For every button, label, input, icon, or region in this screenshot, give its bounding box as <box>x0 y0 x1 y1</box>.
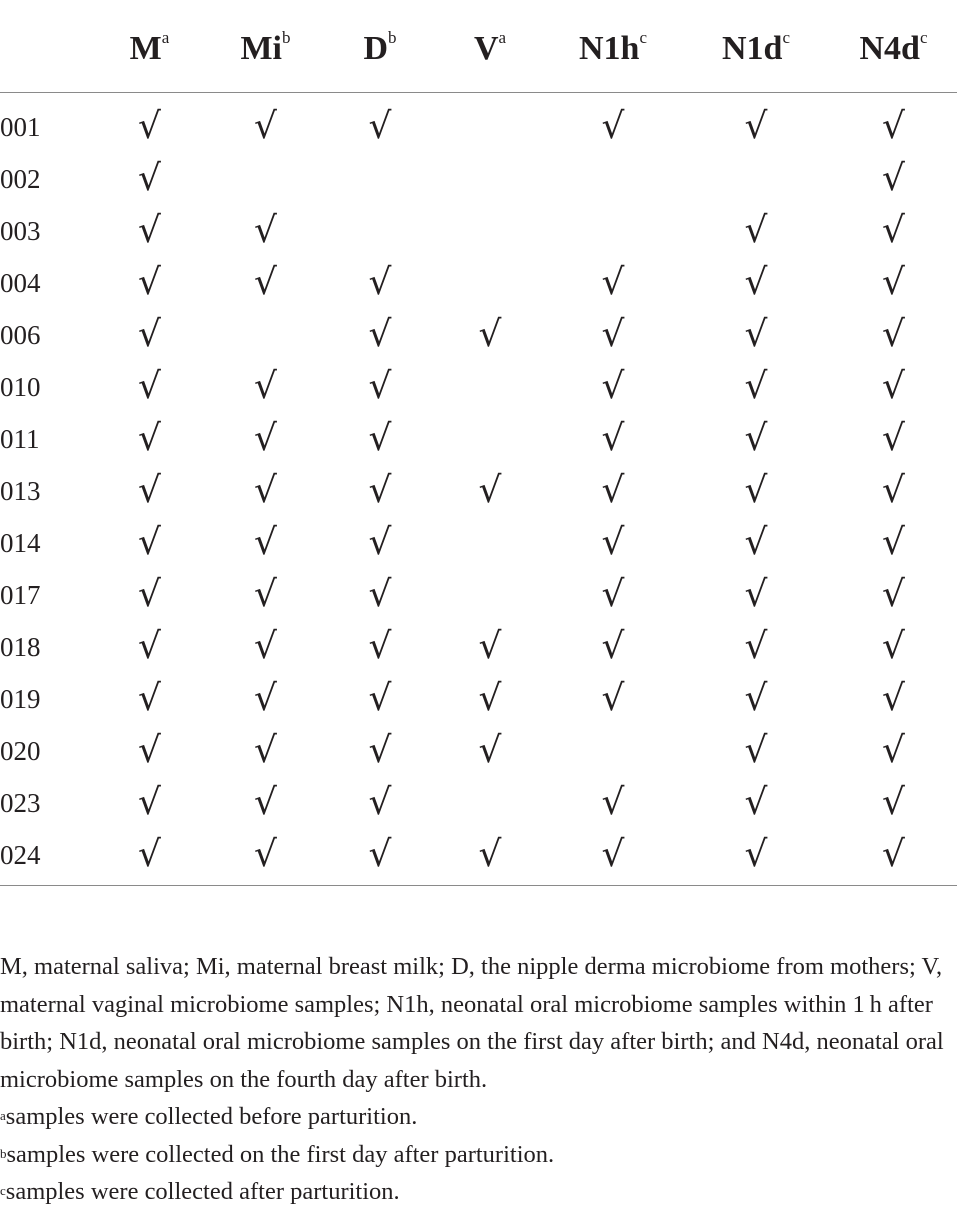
table-cell <box>207 517 324 569</box>
header-m <box>92 0 207 93</box>
check-mark-icon: √ <box>254 417 277 459</box>
check-mark-icon: √ <box>601 105 625 147</box>
header-label: N1d <box>721 30 783 67</box>
check-mark-icon: √ <box>744 209 768 251</box>
table-cell <box>682 569 830 621</box>
check-mark-icon: √ <box>744 261 768 303</box>
table-row <box>0 621 957 673</box>
table-cell <box>544 725 682 777</box>
check-mark-icon: √ <box>254 677 277 719</box>
table-cell <box>207 777 324 829</box>
table-cell <box>544 517 682 569</box>
sample-id-cell: 013 <box>0 475 41 506</box>
header-row <box>0 0 957 93</box>
table-cell <box>92 205 207 257</box>
table-cell <box>830 413 957 465</box>
table-cell <box>92 517 207 569</box>
table-cell <box>436 465 544 517</box>
check-mark-icon: √ <box>368 729 392 771</box>
sample-id-cell: 024 <box>0 839 41 870</box>
table-cell <box>544 309 682 361</box>
footnote-c-mark: c <box>0 1183 6 1198</box>
check-mark-icon: √ <box>882 781 905 823</box>
check-mark-icon: √ <box>138 729 161 771</box>
table-cell <box>436 153 544 205</box>
check-mark-icon: √ <box>368 573 392 615</box>
table-cell <box>544 465 682 517</box>
sample-id-cell: 002 <box>0 163 41 194</box>
check-mark-icon: √ <box>744 677 768 719</box>
table-cell <box>92 413 207 465</box>
check-mark-icon: √ <box>601 313 625 355</box>
table-cell <box>324 829 436 881</box>
table-cell <box>207 829 324 881</box>
header-superscript: c <box>639 28 647 47</box>
check-mark-icon: √ <box>882 261 905 303</box>
check-mark-icon: √ <box>601 677 625 719</box>
sample-id-cell: 011 <box>0 423 40 454</box>
sample-id-cell: 004 <box>0 267 41 298</box>
table-cell <box>324 413 436 465</box>
table-cell <box>436 725 544 777</box>
check-mark-icon: √ <box>601 573 625 615</box>
header-mi <box>207 0 324 93</box>
table-row <box>0 413 957 465</box>
table-row <box>0 257 957 309</box>
check-mark-icon: √ <box>138 157 161 199</box>
table-cell <box>544 673 682 725</box>
check-mark-icon: √ <box>744 105 768 147</box>
footnote-b-text: samples were collected on the first day after parturition. <box>6 1140 555 1168</box>
check-mark-icon: √ <box>744 469 768 511</box>
table-cell <box>207 93 324 154</box>
table-cell <box>207 725 324 777</box>
table-body <box>0 93 957 882</box>
table-cell <box>682 205 830 257</box>
sample-id-cell: 006 <box>0 319 41 350</box>
table-cell <box>682 153 830 205</box>
footnote-b <box>0 1136 957 1174</box>
table-cell <box>544 569 682 621</box>
check-mark-icon: √ <box>478 469 502 511</box>
header-label: N4d <box>859 30 920 67</box>
check-mark-icon: √ <box>601 365 625 407</box>
table-cell <box>436 621 544 673</box>
check-mark-icon: √ <box>882 573 905 615</box>
footnote-c <box>0 1173 957 1211</box>
table-cell <box>92 93 207 154</box>
table-cell <box>436 93 544 154</box>
check-mark-icon: √ <box>882 313 905 355</box>
sample-id-cell: 010 <box>0 371 41 402</box>
check-mark-icon: √ <box>138 521 161 563</box>
footnote-abbreviations: M, maternal saliva; Mi, maternal breast milk; D, the nipple derma microbiome from mothers; V, maternal vaginal microbiome samples; N1h, neonatal oral microbiome samples within 1 h after birth; N1d, neonatal oral microbiome samples on the first day after birth; and N4d, neonatal oral microbiome samples on the fourth day after birth. <box>0 953 944 1093</box>
table-cell <box>92 465 207 517</box>
table-cell <box>682 777 830 829</box>
table-row <box>0 725 957 777</box>
check-mark-icon: √ <box>601 469 625 511</box>
check-mark-icon: √ <box>601 833 625 875</box>
check-mark-icon: √ <box>368 469 392 511</box>
check-mark-icon: √ <box>368 313 392 355</box>
footnote-a <box>0 1098 957 1136</box>
table-cell <box>682 829 830 881</box>
check-mark-icon: √ <box>601 781 625 823</box>
sample-id-cell: 023 <box>0 787 41 818</box>
table-cell <box>207 361 324 413</box>
sample-id-cell: 020 <box>0 735 41 766</box>
table-cell <box>324 673 436 725</box>
check-mark-icon: √ <box>882 677 905 719</box>
header-superscript: c <box>919 28 928 47</box>
check-mark-icon: √ <box>254 261 277 303</box>
check-mark-icon: √ <box>882 417 905 459</box>
check-mark-icon: √ <box>254 521 277 563</box>
table-cell <box>207 621 324 673</box>
table-cell <box>830 829 957 881</box>
sample-id-cell: 003 <box>0 215 41 246</box>
table-cell <box>92 673 207 725</box>
table-cell <box>436 829 544 881</box>
table-cell <box>436 309 544 361</box>
table-cell <box>324 569 436 621</box>
table-cell <box>92 309 207 361</box>
check-mark-icon: √ <box>744 625 768 667</box>
table-cell <box>544 777 682 829</box>
header-superscript: a <box>498 28 507 47</box>
check-mark-icon: √ <box>882 521 905 563</box>
check-mark-icon: √ <box>368 833 392 875</box>
header-n1d <box>682 0 830 93</box>
header-label: Mi <box>240 30 283 67</box>
header-superscript: c <box>782 28 790 47</box>
table-row <box>0 205 957 257</box>
table-cell <box>436 569 544 621</box>
table-cell <box>324 309 436 361</box>
check-mark-icon: √ <box>744 573 768 615</box>
table-cell <box>830 361 957 413</box>
check-mark-icon: √ <box>138 261 161 303</box>
check-mark-icon: √ <box>138 625 161 667</box>
check-mark-icon: √ <box>138 209 161 251</box>
table-row <box>0 777 957 829</box>
table-cell <box>544 621 682 673</box>
table-cell <box>830 673 957 725</box>
table-header <box>0 0 957 93</box>
check-mark-icon: √ <box>368 677 392 719</box>
table-cell <box>324 153 436 205</box>
table-cell <box>324 205 436 257</box>
check-mark-icon: √ <box>478 729 502 771</box>
table-cell <box>830 569 957 621</box>
table-row <box>0 517 957 569</box>
check-mark-icon: √ <box>744 521 768 563</box>
check-mark-icon: √ <box>744 313 768 355</box>
table-cell <box>436 517 544 569</box>
table-cell <box>830 777 957 829</box>
check-mark-icon: √ <box>138 469 161 511</box>
check-mark-icon: √ <box>138 677 161 719</box>
table-cell <box>544 257 682 309</box>
check-mark-icon: √ <box>601 417 625 459</box>
table-cell <box>92 361 207 413</box>
table-row <box>0 309 957 361</box>
check-mark-icon: √ <box>368 105 392 147</box>
table-cell <box>682 465 830 517</box>
table-cell <box>324 361 436 413</box>
table-cell <box>544 205 682 257</box>
table-cell <box>207 465 324 517</box>
table-row <box>0 93 957 154</box>
table-footnotes <box>0 948 957 1211</box>
table-cell <box>436 257 544 309</box>
header-sample-id <box>0 0 92 93</box>
table-cell <box>207 153 324 205</box>
header-d <box>324 0 436 93</box>
header-label: D <box>363 30 389 67</box>
check-mark-icon: √ <box>882 729 905 771</box>
table-cell <box>324 725 436 777</box>
table-cell <box>830 93 957 154</box>
footnote-c-text: samples were collected after parturition. <box>5 1178 400 1205</box>
table-cell <box>324 517 436 569</box>
table-row <box>0 569 957 621</box>
check-mark-icon: √ <box>478 677 502 719</box>
header-n1h <box>544 0 682 93</box>
table-cell <box>324 465 436 517</box>
header-label: N1h <box>578 30 640 67</box>
header-superscript: b <box>282 28 291 47</box>
check-mark-icon: √ <box>138 573 161 615</box>
table-cell <box>207 673 324 725</box>
table-cell <box>830 517 957 569</box>
check-mark-icon: √ <box>601 261 625 303</box>
table-cell <box>324 257 436 309</box>
table-row <box>0 153 957 205</box>
check-mark-icon: √ <box>882 209 905 251</box>
table-cell <box>92 829 207 881</box>
table-cell <box>207 257 324 309</box>
table-cell <box>207 205 324 257</box>
table-cell <box>92 569 207 621</box>
table-row <box>0 829 957 881</box>
table-cell <box>544 361 682 413</box>
table-cell <box>544 829 682 881</box>
table-cell <box>436 777 544 829</box>
table-cell <box>92 153 207 205</box>
table-row <box>0 361 957 413</box>
check-mark-icon: √ <box>882 365 905 407</box>
footnote-b-mark: b <box>0 1145 7 1161</box>
header-v <box>436 0 544 93</box>
header-superscript: a <box>161 28 170 47</box>
table-cell <box>324 777 436 829</box>
table-cell <box>682 309 830 361</box>
sample-id-cell: 014 <box>0 527 41 558</box>
table-cell <box>830 153 957 205</box>
table-cell <box>830 465 957 517</box>
header-superscript: b <box>388 28 397 47</box>
table-cell <box>682 621 830 673</box>
table-cell <box>544 153 682 205</box>
table-cell <box>682 361 830 413</box>
check-mark-icon: √ <box>882 469 905 511</box>
table-cell <box>92 725 207 777</box>
table-cell <box>682 517 830 569</box>
header-label: M <box>129 30 162 67</box>
table-row <box>0 465 957 517</box>
table-cell <box>544 93 682 154</box>
check-mark-icon: √ <box>254 105 277 147</box>
sample-id-cell: 018 <box>0 631 41 662</box>
table-cell <box>207 309 324 361</box>
check-mark-icon: √ <box>138 313 161 355</box>
check-mark-icon: √ <box>744 729 768 771</box>
check-mark-icon: √ <box>368 781 392 823</box>
table-cell <box>324 621 436 673</box>
check-mark-icon: √ <box>744 417 768 459</box>
check-mark-icon: √ <box>138 833 161 875</box>
table-cell <box>436 361 544 413</box>
footnote-a-text: samples were collected before parturition. <box>5 1103 418 1130</box>
check-mark-icon: √ <box>744 781 768 823</box>
table-cell <box>830 621 957 673</box>
table-cell <box>830 309 957 361</box>
table-cell <box>207 569 324 621</box>
table-cell <box>207 413 324 465</box>
check-mark-icon: √ <box>882 105 905 147</box>
table-cell <box>436 205 544 257</box>
sample-id-cell: 001 <box>0 111 41 142</box>
table-cell <box>92 777 207 829</box>
check-mark-icon: √ <box>478 833 502 875</box>
table-cell <box>682 725 830 777</box>
check-mark-icon: √ <box>744 365 768 407</box>
check-mark-icon: √ <box>138 365 161 407</box>
table-cell <box>682 673 830 725</box>
check-mark-icon: √ <box>254 833 277 875</box>
check-mark-icon: √ <box>254 573 277 615</box>
header-n4d <box>830 0 957 93</box>
check-mark-icon: √ <box>254 781 277 823</box>
check-mark-icon: √ <box>254 729 277 771</box>
table-cell <box>830 257 957 309</box>
check-mark-icon: √ <box>882 625 905 667</box>
check-mark-icon: √ <box>254 209 277 251</box>
check-mark-icon: √ <box>601 521 625 563</box>
check-mark-icon: √ <box>138 417 161 459</box>
check-mark-icon: √ <box>882 157 905 199</box>
check-mark-icon: √ <box>368 625 392 667</box>
table-cell <box>436 413 544 465</box>
check-mark-icon: √ <box>254 625 277 667</box>
table-cell <box>682 93 830 154</box>
check-mark-icon: √ <box>368 261 392 303</box>
check-mark-icon: √ <box>138 781 161 823</box>
table-cell <box>544 413 682 465</box>
check-mark-icon: √ <box>882 833 905 875</box>
table-cell <box>92 621 207 673</box>
table-cell <box>92 257 207 309</box>
check-mark-icon: √ <box>478 625 502 667</box>
sample-id-cell: 019 <box>0 683 41 714</box>
check-mark-icon: √ <box>478 313 502 355</box>
sample-id-cell: 017 <box>0 579 41 610</box>
table-cell <box>830 725 957 777</box>
check-mark-icon: √ <box>138 105 161 147</box>
table-cell <box>436 673 544 725</box>
check-mark-icon: √ <box>601 625 625 667</box>
table-cell <box>830 205 957 257</box>
check-mark-icon: √ <box>368 417 392 459</box>
check-mark-icon: √ <box>744 833 768 875</box>
table-cell <box>682 413 830 465</box>
check-mark-icon: √ <box>254 365 277 407</box>
check-mark-icon: √ <box>254 469 277 511</box>
header-label: V <box>473 30 499 67</box>
table-bottom-rule <box>0 885 957 886</box>
check-mark-icon: √ <box>368 521 392 563</box>
footnote-a-mark: a <box>0 1108 6 1123</box>
check-mark-icon: √ <box>368 365 392 407</box>
table-row <box>0 673 957 725</box>
table-cell <box>324 93 436 154</box>
table-cell <box>682 257 830 309</box>
